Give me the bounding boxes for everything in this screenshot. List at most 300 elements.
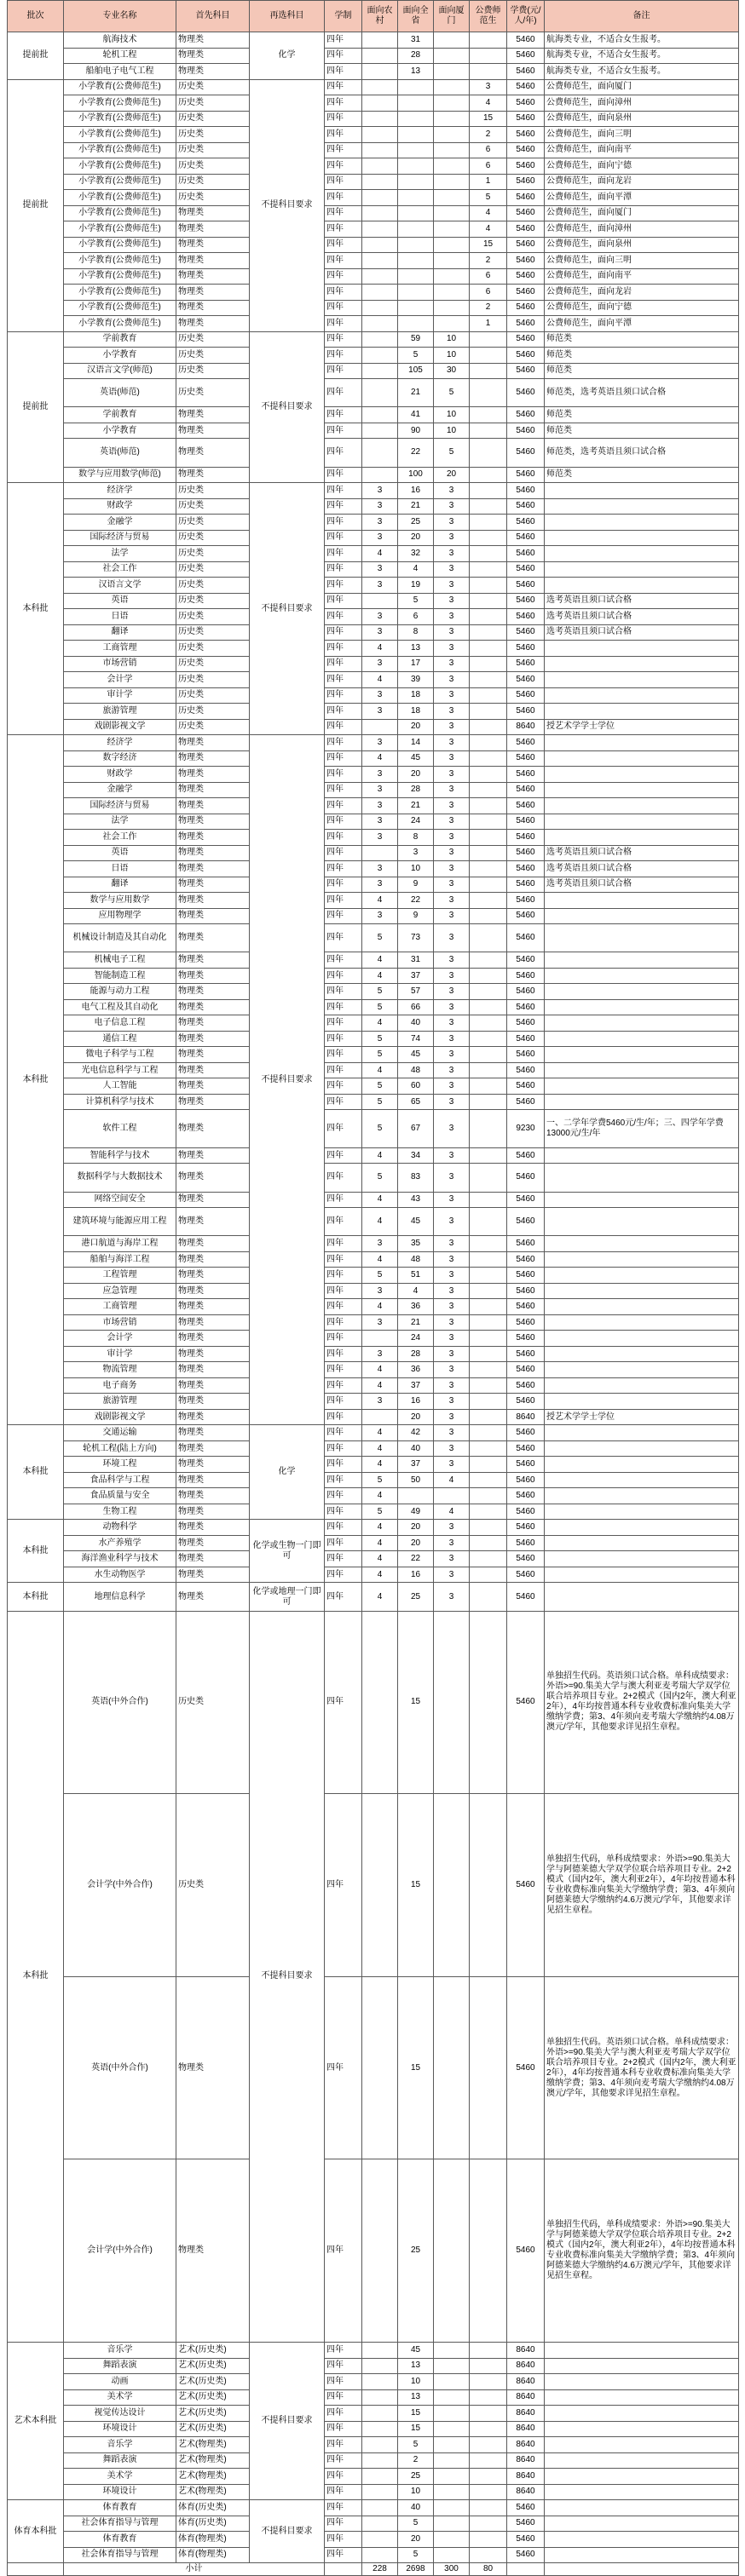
xiamen-quota-cell	[434, 2469, 470, 2485]
province-quota-cell	[398, 1488, 434, 1504]
major-name-cell: 市场营销	[64, 1314, 176, 1331]
tuition-cell: 5460	[507, 515, 545, 531]
duration-cell: 四年	[325, 190, 362, 206]
xiamen-quota-cell: 3	[434, 1192, 470, 1208]
first-subject-cell: 物理类	[176, 1251, 250, 1268]
batch-cell: 艺术本科批	[8, 2343, 64, 2500]
tuition-cell: 5460	[507, 1251, 545, 1268]
duration-cell: 四年	[325, 1504, 362, 1520]
first-subject-cell: 历史类	[176, 672, 250, 688]
province-quota-cell: 45	[398, 1047, 434, 1063]
xiamen-quota-cell: 3	[434, 1147, 470, 1164]
xiamen-quota-cell: 3	[434, 861, 470, 877]
duration-cell: 四年	[325, 798, 362, 814]
rural-quota-cell	[362, 1611, 398, 1794]
remark-cell	[545, 1551, 739, 1567]
remark-cell	[545, 1164, 739, 1192]
remark-cell: 一、二学年学费5460元/生/年；三、四学年学费13000元/生/年	[545, 1110, 739, 1147]
tuition-cell: 5460	[507, 2516, 545, 2532]
xiamen-quota-cell	[434, 64, 470, 80]
xiamen-quota-cell	[434, 1976, 470, 2159]
first-subject-cell: 物理类	[176, 316, 250, 332]
table-row	[8, 1147, 739, 1164]
duration-cell: 四年	[325, 515, 362, 531]
duration-cell: 四年	[325, 687, 362, 704]
major-name-cell: 小学教育	[64, 423, 176, 439]
public-teacher-quota-cell: 15	[470, 111, 507, 127]
major-name-cell: 小学教育(公费师范生)	[64, 300, 176, 316]
province-quota-cell: 19	[398, 578, 434, 594]
table-row	[8, 142, 739, 158]
duration-cell: 四年	[325, 423, 362, 439]
first-subject-cell: 历史类	[176, 1794, 250, 1977]
xiamen-quota-cell: 3	[434, 609, 470, 625]
table-row	[8, 2532, 739, 2548]
rural-quota-cell: 3	[362, 704, 398, 720]
province-quota-cell: 37	[398, 968, 434, 984]
rural-quota-cell: 3	[362, 578, 398, 594]
province-quota-cell: 9	[398, 908, 434, 924]
province-quota-cell: 16	[398, 1567, 434, 1583]
xiamen-quota-cell	[434, 1611, 470, 1794]
remark-cell	[545, 1331, 739, 1347]
duration-cell: 四年	[325, 2452, 362, 2469]
major-name-cell: 社会体育指导与管理	[64, 2547, 176, 2563]
province-quota-cell: 20	[398, 530, 434, 546]
first-subject-cell: 物理类	[176, 968, 250, 984]
public-teacher-quota-cell	[470, 467, 507, 483]
xiamen-quota-cell	[434, 2500, 470, 2516]
first-subject-cell: 物理类	[176, 439, 250, 467]
duration-cell: 四年	[325, 984, 362, 1000]
tuition-cell: 8640	[507, 2389, 545, 2406]
header-cell: 备注	[545, 1, 739, 32]
totals-province: 2698	[398, 2563, 434, 2576]
table-row	[8, 127, 739, 143]
province-quota-cell	[398, 316, 434, 332]
province-quota-cell: 42	[398, 1425, 434, 1441]
duration-cell: 四年	[325, 750, 362, 767]
xiamen-quota-cell: 10	[434, 407, 470, 423]
duration-cell: 四年	[325, 656, 362, 672]
province-quota-cell: 35	[398, 1236, 434, 1252]
remark-cell	[545, 704, 739, 720]
major-name-cell: 食品质量与安全	[64, 1488, 176, 1504]
xiamen-quota-cell	[434, 2452, 470, 2469]
first-subject-cell: 物理类	[176, 767, 250, 783]
province-quota-cell: 15	[398, 1976, 434, 2159]
remark-cell	[545, 546, 739, 562]
province-quota-cell: 20	[398, 1520, 434, 1536]
table-row	[8, 1346, 739, 1362]
rural-quota-cell: 5	[362, 1078, 398, 1095]
major-name-cell: 小学教育(公费师范生)	[64, 95, 176, 112]
tuition-cell: 5460	[507, 158, 545, 175]
second-subject-cell: 化学	[250, 1425, 325, 1520]
duration-cell: 四年	[325, 1283, 362, 1299]
major-name-cell: 审计学	[64, 687, 176, 704]
remark-cell	[545, 2547, 739, 2563]
major-name-cell: 港口航道与海岸工程	[64, 1236, 176, 1252]
duration-cell: 四年	[325, 348, 362, 364]
remark-cell: 授艺术学学士学位	[545, 719, 739, 735]
public-teacher-quota-cell	[470, 1488, 507, 1504]
duration-cell: 四年	[325, 609, 362, 625]
xiamen-quota-cell: 3	[434, 483, 470, 499]
batch-cell: 本科批	[8, 735, 64, 1425]
tuition-cell: 8640	[507, 719, 545, 735]
province-quota-cell: 67	[398, 1110, 434, 1147]
rural-quota-cell	[362, 221, 398, 238]
province-quota-cell	[398, 190, 434, 206]
xiamen-quota-cell	[434, 2358, 470, 2374]
province-quota-cell: 32	[398, 546, 434, 562]
xiamen-quota-cell: 3	[434, 1520, 470, 1536]
remark-cell	[545, 782, 739, 798]
xiamen-quota-cell: 3	[434, 1394, 470, 1410]
rural-quota-cell: 3	[362, 877, 398, 893]
major-name-cell: 动画	[64, 2374, 176, 2390]
public-teacher-quota-cell	[470, 893, 507, 909]
xiamen-quota-cell: 3	[434, 546, 470, 562]
first-subject-cell: 艺术(历史类)	[176, 2374, 250, 2390]
duration-cell: 四年	[325, 2516, 362, 2532]
first-subject-cell: 历史类	[176, 656, 250, 672]
remark-cell	[545, 767, 739, 783]
public-teacher-quota-cell	[470, 593, 507, 609]
duration-cell: 四年	[325, 1976, 362, 2159]
first-subject-cell: 物理类	[176, 814, 250, 830]
rural-quota-cell: 4	[362, 1520, 398, 1536]
public-teacher-quota-cell	[470, 48, 507, 64]
duration-cell: 四年	[325, 735, 362, 751]
table-row	[8, 348, 739, 364]
public-teacher-quota-cell: 4	[470, 205, 507, 221]
remark-cell	[545, 2389, 739, 2406]
first-subject-cell: 物理类	[176, 1031, 250, 1047]
first-subject-cell: 艺术(历史类)	[176, 2389, 250, 2406]
remark-cell	[545, 1488, 739, 1504]
first-subject-cell: 物理类	[176, 1268, 250, 1284]
batch-cell: 本科批	[8, 1583, 64, 1611]
public-teacher-quota-cell	[470, 1268, 507, 1284]
tuition-cell: 5460	[507, 1094, 545, 1110]
tuition-cell: 8640	[507, 2484, 545, 2500]
major-name-cell: 计算机科学与技术	[64, 1094, 176, 1110]
major-name-cell: 英语(中外合作)	[64, 1611, 176, 1794]
first-subject-cell: 艺术(物理类)	[176, 2484, 250, 2500]
duration-cell: 四年	[325, 1472, 362, 1488]
table-row	[8, 1299, 739, 1315]
major-name-cell: 法学	[64, 546, 176, 562]
duration-cell: 四年	[325, 221, 362, 238]
province-quota-cell: 51	[398, 1268, 434, 1284]
remark-cell: 公费师范生，面向厦门	[545, 205, 739, 221]
province-quota-cell: 34	[398, 1147, 434, 1164]
duration-cell: 四年	[325, 1409, 362, 1425]
tuition-cell: 8640	[507, 2358, 545, 2374]
public-teacher-quota-cell: 4	[470, 221, 507, 238]
province-quota-cell: 5	[398, 593, 434, 609]
major-name-cell: 环境设计	[64, 2421, 176, 2437]
tuition-cell: 8640	[507, 1409, 545, 1425]
remark-cell	[545, 798, 739, 814]
first-subject-cell: 物理类	[176, 407, 250, 423]
rural-quota-cell	[362, 2406, 398, 2422]
tuition-cell: 5460	[507, 1488, 545, 1504]
rural-quota-cell: 4	[362, 952, 398, 969]
public-teacher-quota-cell	[470, 1794, 507, 1977]
province-quota-cell: 20	[398, 1535, 434, 1551]
rural-quota-cell: 4	[362, 1362, 398, 1378]
table-row	[8, 2500, 739, 2516]
table-row	[8, 439, 739, 467]
public-teacher-quota-cell	[470, 750, 507, 767]
first-subject-cell: 艺术(物理类)	[176, 2469, 250, 2485]
rural-quota-cell: 5	[362, 1504, 398, 1520]
xiamen-quota-cell	[434, 205, 470, 221]
major-name-cell: 学前教育	[64, 331, 176, 348]
rural-quota-cell: 3	[362, 782, 398, 798]
duration-cell: 四年	[325, 2547, 362, 2563]
duration-cell: 四年	[325, 1551, 362, 1567]
table-row	[8, 2437, 739, 2453]
major-name-cell: 航海技术	[64, 32, 176, 49]
rural-quota-cell	[362, 1409, 398, 1425]
table-row	[8, 268, 739, 285]
tuition-cell: 5460	[507, 999, 545, 1015]
major-name-cell: 小学教育(公费师范生)	[64, 127, 176, 143]
major-name-cell: 音乐学	[64, 2437, 176, 2453]
tuition-cell: 5460	[507, 32, 545, 49]
public-teacher-quota-cell	[470, 2484, 507, 2500]
table-row	[8, 877, 739, 893]
rural-quota-cell: 4	[362, 641, 398, 657]
header-cell: 专业名称	[64, 1, 176, 32]
rural-quota-cell: 5	[362, 984, 398, 1000]
rural-quota-cell: 4	[362, 1147, 398, 1164]
xiamen-quota-cell: 3	[434, 984, 470, 1000]
rural-quota-cell	[362, 2159, 398, 2343]
remark-cell: 单独招生代码，单科成绩要求：外语>=90.集美大学与阿德莱德大学双学位联合培养项目专业。2+2模式（国内2年，澳大利亚2年），4年均按普通本科专业收费标准向集美大学缴纳学费；第3、4年须向阿德莱德大学缴纳约4.6万澳元/学年，其他要求详见招生章程。	[545, 2159, 739, 2343]
major-name-cell: 财政学	[64, 767, 176, 783]
duration-cell: 四年	[325, 672, 362, 688]
second-subject-cell: 不提科目要求	[250, 2500, 325, 2563]
tuition-cell: 5460	[507, 798, 545, 814]
rural-quota-cell	[362, 205, 398, 221]
xiamen-quota-cell: 3	[434, 719, 470, 735]
xiamen-quota-cell	[434, 2547, 470, 2563]
header-cell: 首先科目	[176, 1, 250, 32]
remark-cell	[545, 830, 739, 846]
rural-quota-cell	[362, 845, 398, 861]
major-name-cell: 翻译	[64, 624, 176, 641]
tuition-cell: 5460	[507, 498, 545, 515]
province-quota-cell: 37	[398, 1377, 434, 1394]
province-quota-cell	[398, 127, 434, 143]
table-row	[8, 48, 739, 64]
rural-quota-cell: 4	[362, 968, 398, 984]
rural-quota-cell: 4	[362, 1425, 398, 1441]
table-row	[8, 1425, 739, 1441]
tuition-cell: 5460	[507, 641, 545, 657]
rural-quota-cell: 3	[362, 1314, 398, 1331]
major-name-cell: 水产养殖学	[64, 1535, 176, 1551]
table-row	[8, 423, 739, 439]
batch-cell: 体育本科批	[8, 2500, 64, 2563]
tuition-cell: 5460	[507, 1208, 545, 1236]
first-subject-cell: 历史类	[176, 190, 250, 206]
province-quota-cell: 105	[398, 363, 434, 379]
public-teacher-quota-cell	[470, 1504, 507, 1520]
xiamen-quota-cell: 3	[434, 1440, 470, 1457]
remark-cell: 公费师范生，面向泉州	[545, 111, 739, 127]
major-name-cell: 工程管理	[64, 1268, 176, 1284]
rural-quota-cell	[362, 64, 398, 80]
public-teacher-quota-cell	[470, 2516, 507, 2532]
tuition-cell: 5460	[507, 984, 545, 1000]
totals-xiamen: 300	[434, 2563, 470, 2576]
tuition-cell: 5460	[507, 1567, 545, 1583]
xiamen-quota-cell: 3	[434, 798, 470, 814]
totals-empty	[325, 2563, 362, 2576]
major-name-cell: 小学教育(公费师范生)	[64, 174, 176, 190]
major-name-cell: 英语(师范)	[64, 379, 176, 407]
remark-cell	[545, 2516, 739, 2532]
duration-cell: 四年	[325, 1236, 362, 1252]
first-subject-cell: 历史类	[176, 1611, 250, 1794]
public-teacher-quota-cell	[470, 331, 507, 348]
tuition-cell: 5460	[507, 1015, 545, 1032]
table-row	[8, 952, 739, 969]
duration-cell: 四年	[325, 830, 362, 846]
remark-cell	[545, 1208, 739, 1236]
first-subject-cell: 物理类	[176, 1504, 250, 1520]
major-name-cell: 美术学	[64, 2389, 176, 2406]
xiamen-quota-cell	[434, 2406, 470, 2422]
tuition-cell: 5460	[507, 1440, 545, 1457]
xiamen-quota-cell	[434, 253, 470, 269]
first-subject-cell: 物理类	[176, 1331, 250, 1347]
tuition-cell: 5460	[507, 968, 545, 984]
duration-cell: 四年	[325, 142, 362, 158]
table-row	[8, 1394, 739, 1410]
tuition-cell: 5460	[507, 609, 545, 625]
first-subject-cell: 物理类	[176, 48, 250, 64]
province-quota-cell: 45	[398, 750, 434, 767]
rural-quota-cell	[362, 253, 398, 269]
province-quota-cell: 13	[398, 2389, 434, 2406]
remark-cell: 师范类	[545, 423, 739, 439]
table-row	[8, 2374, 739, 2390]
first-subject-cell: 艺术(历史类)	[176, 2406, 250, 2422]
major-name-cell: 旅游管理	[64, 704, 176, 720]
second-subject-cell: 化学	[250, 32, 325, 80]
remark-cell: 单独招生代码，单科成绩要求：外语>=90.集美大学与阿德莱德大学双学位联合培养项目专业。2+2模式（国内2年，澳大利亚2年），4年均按普通本科专业收费标准向集美大学缴纳学费；第3、4年须向阿德莱德大学缴纳约4.6万澳元/学年，其他要求详见招生章程。	[545, 1794, 739, 1977]
remark-cell	[545, 561, 739, 578]
xiamen-quota-cell	[434, 268, 470, 285]
xiamen-quota-cell	[434, 285, 470, 301]
remark-cell: 选考英语且须口试合格	[545, 593, 739, 609]
duration-cell: 四年	[325, 767, 362, 783]
second-subject-cell: 不提科目要求	[250, 735, 325, 1425]
first-subject-cell: 物理类	[176, 735, 250, 751]
remark-cell	[545, 750, 739, 767]
first-subject-cell: 物理类	[176, 205, 250, 221]
duration-cell: 四年	[325, 1583, 362, 1611]
xiamen-quota-cell	[434, 174, 470, 190]
province-quota-cell: 100	[398, 467, 434, 483]
admission-plan-table	[7, 0, 739, 2576]
public-teacher-quota-cell	[470, 1031, 507, 1047]
province-quota-cell: 48	[398, 1062, 434, 1078]
remark-cell	[545, 2421, 739, 2437]
xiamen-quota-cell: 3	[434, 782, 470, 798]
rural-quota-cell: 3	[362, 1236, 398, 1252]
rural-quota-cell	[362, 158, 398, 175]
public-teacher-quota-cell: 15	[470, 237, 507, 253]
province-quota-cell: 40	[398, 1440, 434, 1457]
table-row	[8, 908, 739, 924]
major-name-cell: 小学教育(公费师范生)	[64, 111, 176, 127]
first-subject-cell: 历史类	[176, 561, 250, 578]
header-cell: 面向农村	[362, 1, 398, 32]
public-teacher-quota-cell	[470, 1192, 507, 1208]
tuition-cell: 5460	[507, 1078, 545, 1095]
first-subject-cell: 体育(历史类)	[176, 2500, 250, 2516]
table-row	[8, 704, 739, 720]
rural-quota-cell: 5	[362, 924, 398, 952]
duration-cell: 四年	[325, 561, 362, 578]
tuition-cell: 5460	[507, 1147, 545, 1164]
province-quota-cell: 73	[398, 924, 434, 952]
remark-cell	[545, 2343, 739, 2359]
duration-cell: 四年	[325, 968, 362, 984]
province-quota-cell: 31	[398, 32, 434, 49]
remark-cell	[545, 984, 739, 1000]
duration-cell: 四年	[325, 174, 362, 190]
duration-cell: 四年	[325, 1251, 362, 1268]
duration-cell: 四年	[325, 2406, 362, 2422]
rural-quota-cell: 3	[362, 1346, 398, 1362]
duration-cell: 四年	[325, 483, 362, 499]
rural-quota-cell: 5	[362, 1110, 398, 1147]
remark-cell	[545, 2437, 739, 2453]
province-quota-cell: 5	[398, 2516, 434, 2532]
remark-cell	[545, 687, 739, 704]
xiamen-quota-cell	[434, 127, 470, 143]
province-quota-cell: 39	[398, 672, 434, 688]
public-teacher-quota-cell	[470, 530, 507, 546]
table-row	[8, 1078, 739, 1095]
remark-cell	[545, 1047, 739, 1063]
xiamen-quota-cell: 3	[434, 1208, 470, 1236]
rural-quota-cell	[362, 2500, 398, 2516]
public-teacher-quota-cell	[470, 1457, 507, 1473]
rural-quota-cell: 5	[362, 1268, 398, 1284]
province-quota-cell: 25	[398, 2159, 434, 2343]
table-row	[8, 2406, 739, 2422]
table-row	[8, 750, 739, 767]
xiamen-quota-cell: 3	[434, 1015, 470, 1032]
remark-cell: 师范类，选考英语且须口试合格	[545, 439, 739, 467]
duration-cell: 四年	[325, 111, 362, 127]
public-teacher-quota-cell: 6	[470, 285, 507, 301]
province-quota-cell: 65	[398, 1094, 434, 1110]
first-subject-cell: 历史类	[176, 363, 250, 379]
tuition-cell: 8640	[507, 2406, 545, 2422]
table-row	[8, 1251, 739, 1268]
